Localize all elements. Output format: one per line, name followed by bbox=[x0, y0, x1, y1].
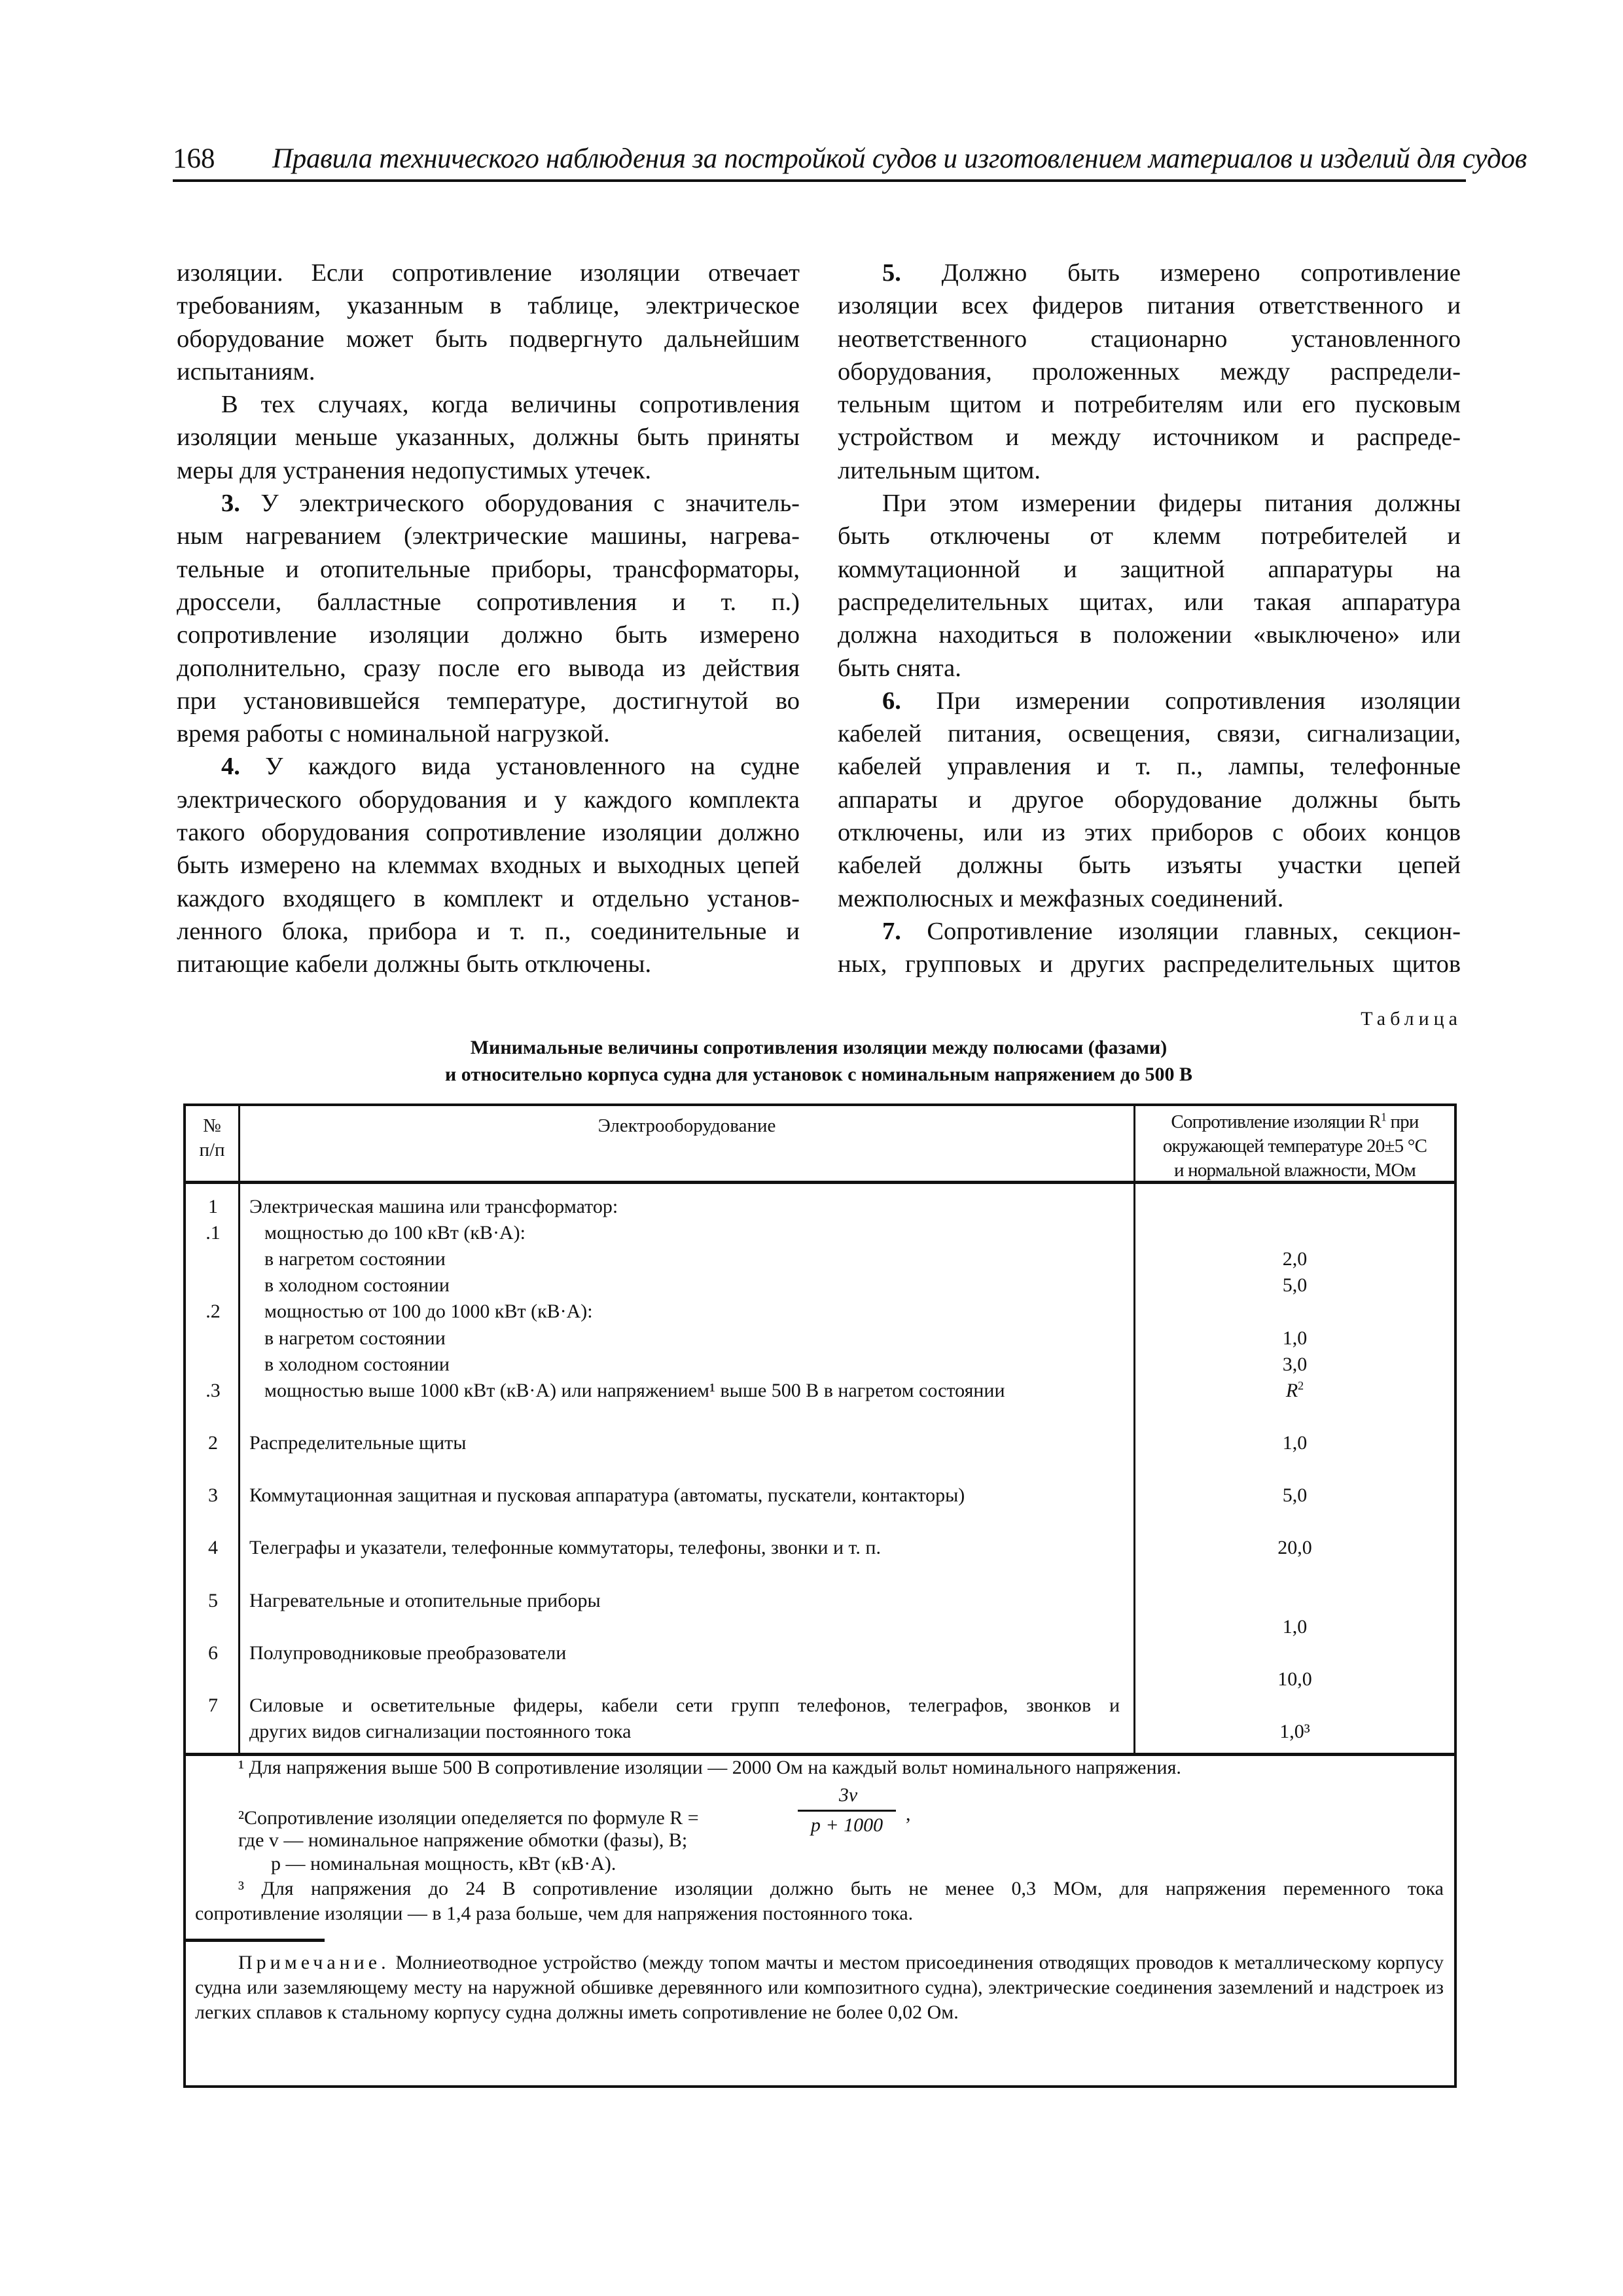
table-line bbox=[186, 1220, 1454, 1246]
text-line bbox=[177, 783, 800, 816]
line-text: при установившейся температуре, достигнутой во bbox=[177, 687, 800, 715]
text-line bbox=[177, 388, 800, 421]
text-line bbox=[177, 323, 800, 355]
formula-numerator: 3v bbox=[838, 1784, 858, 1806]
text-line bbox=[177, 685, 800, 717]
line-text: испытаниям. bbox=[177, 357, 315, 386]
text-line bbox=[177, 816, 800, 849]
line-text: кабелей управления и т. п., лампы, телефонные bbox=[838, 753, 1461, 781]
section-number: 5. bbox=[882, 259, 901, 287]
right-text-column bbox=[838, 257, 1461, 981]
equipment-text: Силовые и осветительные фидеры, кабели сети групп телефонов, телеграфов, звонков и bbox=[249, 1694, 1120, 1716]
paragraph bbox=[838, 685, 1461, 915]
line-text: Сопротивление изоляции главных, секцион- bbox=[901, 917, 1461, 945]
text-line bbox=[838, 717, 1461, 750]
table-title-line-1: Минимальные величины сопротивления изоляции между полюсами (фазами) bbox=[470, 1037, 1168, 1058]
footnote-3-line-1: ³ Для напряжения до 24 В сопротивление изоляции должно быть не менее 0,3 МОм, для напряжения переменного тока bbox=[238, 1878, 1444, 1899]
equipment-text: Распределительные щиты bbox=[249, 1431, 467, 1454]
text-line bbox=[177, 257, 800, 289]
left-text-column bbox=[177, 257, 800, 981]
line-text: оборудования, проложенных между распредели- bbox=[838, 357, 1461, 386]
note-label: Примечание. bbox=[238, 1952, 390, 1973]
item-number: 1 bbox=[208, 1196, 218, 1217]
line-text: отключены, или из этих приборов с обоих концов bbox=[838, 819, 1461, 847]
table-line bbox=[186, 1299, 1454, 1325]
footnote-ref: 2 bbox=[1298, 1378, 1304, 1392]
table-label: Таблица bbox=[1361, 1008, 1462, 1030]
line-text: электрического оборудования и у каждого комплекта bbox=[177, 785, 800, 814]
line-text: распределительных щитах, или такая аппаратура bbox=[838, 588, 1461, 616]
text-line bbox=[838, 257, 1461, 289]
text-line bbox=[838, 586, 1461, 619]
line-text: межполюсных и межфазных соединений. bbox=[838, 884, 1284, 912]
text-line bbox=[177, 586, 800, 619]
line-text: сопротивление изоляции должно быть измерено bbox=[177, 621, 800, 649]
line-text: дроссели, балластные сопротивления и т. п.) bbox=[177, 588, 800, 616]
table-line bbox=[186, 1482, 1454, 1509]
line-text: Должно быть измерено сопротивление bbox=[901, 259, 1461, 287]
text-line bbox=[838, 816, 1461, 849]
table-line bbox=[186, 1640, 1454, 1666]
section-number: 4. bbox=[221, 753, 240, 781]
line-text: время работы с номинальной нагрузкой. bbox=[177, 720, 610, 748]
table-line bbox=[186, 1588, 1454, 1614]
table-line bbox=[186, 1378, 1454, 1404]
equipment-text: Полупроводниковые преобразователи bbox=[249, 1641, 567, 1664]
section-number: 7. bbox=[882, 917, 901, 945]
table-title-line-2: и относительно корпуса судна для установок с номинальным напряжением до 500 В bbox=[444, 1064, 1193, 1085]
equipment-text: мощностью от 100 до 1000 кВт (кВ·А): bbox=[264, 1300, 593, 1323]
line-text: кабелей питания, освещения, связи, сигнализации, bbox=[838, 720, 1461, 748]
header-resistance-line bbox=[1135, 1110, 1454, 1134]
line-text: кабелей должны быть изъяты участки цепей bbox=[838, 852, 1461, 880]
header-equipment: Электрооборудование bbox=[597, 1115, 776, 1136]
table-line bbox=[186, 1509, 1454, 1535]
text-line bbox=[177, 915, 800, 948]
line-text: ных, групповых и других распределительных щитов bbox=[838, 950, 1461, 978]
table-line bbox=[186, 1719, 1454, 1745]
text-line bbox=[838, 882, 1461, 915]
header-resistance bbox=[1135, 1110, 1454, 1183]
header-text: Сопротивление изоляции R bbox=[1171, 1111, 1382, 1132]
text-line bbox=[838, 685, 1461, 717]
line-text: тельные и отопительные приборы, трансформаторы, bbox=[177, 555, 800, 583]
footnote-2-where-p: p — номинальная мощность, кВт (кВ·А). bbox=[271, 1853, 616, 1874]
item-number: 2 bbox=[208, 1431, 218, 1454]
resistance-value bbox=[1135, 1378, 1454, 1404]
line-text: изоляции. Если сопротивление изоляции отвечает bbox=[177, 259, 800, 287]
equipment-text: Электрическая машина или трансформатор: bbox=[249, 1196, 618, 1217]
line-text: У каждого вида установленного на судне bbox=[240, 753, 800, 781]
paragraph bbox=[838, 487, 1461, 685]
table-line bbox=[186, 1693, 1454, 1719]
table-line bbox=[186, 1352, 1454, 1378]
resistance-value: 1,0³ bbox=[1279, 1721, 1310, 1742]
line-text: При измерении сопротивления изоляции bbox=[901, 687, 1461, 715]
equipment-text: Телеграфы и указатели, телефонные коммутаторы, телефоны, звонки и т. п. bbox=[249, 1537, 881, 1559]
text-line bbox=[838, 355, 1461, 388]
header-num-line: п/п bbox=[199, 1139, 225, 1160]
footnote-2-where-v: где v — номинальное напряжение обмотки (фазы), В; bbox=[238, 1829, 688, 1851]
text-line bbox=[177, 717, 800, 750]
text-line bbox=[177, 849, 800, 882]
text-line bbox=[177, 553, 800, 586]
line-text: коммутационной и защитной аппаратуры на bbox=[838, 555, 1461, 583]
item-number: 6 bbox=[208, 1641, 218, 1664]
line-text: изоляции всех фидеров питания ответственного и bbox=[838, 292, 1461, 320]
line-text: изоляции меньше указанных, должны быть приняты bbox=[177, 423, 800, 452]
table-line bbox=[186, 1561, 1454, 1587]
note-separator bbox=[186, 1939, 325, 1942]
equipment-text: мощностью до 100 кВт (кВ·А): bbox=[264, 1222, 526, 1244]
table-note bbox=[195, 1950, 1444, 2025]
line-text: ным нагреванием (электрические машины, нагрева- bbox=[177, 522, 800, 550]
line-text: быть отключены от клемм потребителей и bbox=[838, 522, 1461, 550]
text-line bbox=[177, 948, 800, 980]
line-text: аппараты и другое оборудование должны быть bbox=[838, 785, 1461, 814]
footnote-3-line-2: сопротивление изоляции — в 1,4 раза больше, чем для напряжения постоянного тока. bbox=[195, 1903, 914, 1924]
line-text: такого оборудования сопротивление изоляции должно bbox=[177, 819, 800, 847]
fraction-bar bbox=[798, 1810, 896, 1812]
section-number: 3. bbox=[221, 490, 240, 518]
line-text: В тех случаях, когда величины сопротивления bbox=[221, 391, 800, 419]
item-number: 4 bbox=[208, 1537, 218, 1559]
running-header bbox=[173, 143, 1527, 182]
line-text: При этом измерении фидеры питания должны bbox=[882, 490, 1461, 518]
resistance-value: 10,0 bbox=[1277, 1668, 1312, 1690]
text-line bbox=[838, 520, 1461, 552]
table-line bbox=[186, 1272, 1454, 1299]
text-line bbox=[838, 948, 1461, 980]
footnote-ref: 1 bbox=[1381, 1110, 1386, 1124]
item-number: .1 bbox=[205, 1222, 221, 1244]
line-text: требованиям, указанным в таблице, электрическое bbox=[177, 292, 800, 320]
text-line bbox=[838, 323, 1461, 355]
text-line bbox=[838, 289, 1461, 322]
line-text: лительным щитом. bbox=[838, 456, 1041, 484]
resistance-value: 20,0 bbox=[1277, 1537, 1312, 1559]
paragraph bbox=[838, 257, 1461, 487]
equipment-text: мощностью выше 1000 кВт (кВ·А) или напряжением¹ выше 500 В в нагретом состоянии bbox=[264, 1379, 1005, 1401]
section-number: 6. bbox=[882, 687, 901, 715]
item-number: 5 bbox=[208, 1589, 218, 1611]
paragraph bbox=[177, 750, 800, 980]
resistance-value: 2,0 bbox=[1282, 1248, 1308, 1270]
text-line bbox=[838, 652, 1461, 685]
resistance-value: 1,0 bbox=[1282, 1327, 1308, 1349]
resistance-value: 1,0 bbox=[1282, 1615, 1308, 1638]
text-line bbox=[177, 355, 800, 388]
equipment-text: Нагревательные и отопительные приборы bbox=[249, 1589, 601, 1611]
text-line bbox=[177, 487, 800, 520]
equipment-text: в нагретом состоянии bbox=[264, 1327, 446, 1349]
paragraph bbox=[177, 487, 800, 750]
item-number: .2 bbox=[205, 1300, 221, 1323]
text-line bbox=[177, 619, 800, 651]
table-line bbox=[186, 1194, 1454, 1220]
text-line bbox=[177, 289, 800, 322]
table-line bbox=[186, 1325, 1454, 1352]
line-text: питающие кабели должны быть отключены. bbox=[177, 950, 652, 978]
running-title: Правила технического наблюдения за постройкой судов и изготовлением материалов и изделий для судов bbox=[272, 143, 1527, 174]
resistance-value: 5,0 bbox=[1282, 1274, 1308, 1297]
resistance-table bbox=[183, 1103, 1457, 2088]
paragraph bbox=[177, 257, 800, 388]
line-text: дополнительно, сразу после его вывода из действия bbox=[177, 654, 800, 682]
text-line bbox=[177, 750, 800, 783]
text-line bbox=[177, 882, 800, 915]
line-text: оборудование может быть подвергнуто дальнейшим bbox=[177, 325, 800, 353]
header-resistance-line: и нормальной влажности, МОм bbox=[1173, 1160, 1416, 1181]
text-line bbox=[838, 915, 1461, 948]
table-line bbox=[186, 1430, 1454, 1456]
line-text: меры для устранения недопустимых утечек. bbox=[177, 456, 652, 484]
header-num-line: № bbox=[203, 1115, 221, 1136]
line-text: быть снята. bbox=[838, 654, 961, 682]
formula-denominator: p + 1000 bbox=[810, 1814, 883, 1836]
table-line bbox=[186, 1404, 1454, 1430]
text-line bbox=[177, 454, 800, 487]
equipment-text: других видов сигнализации постоянного тока bbox=[249, 1721, 632, 1742]
line-text: устройством и между источником и распреде- bbox=[838, 423, 1461, 452]
footnote-1: ¹ Для напряжения выше 500 В сопротивление изоляции — 2000 Ом на каждый вольт номинального напряжения. bbox=[238, 1757, 1181, 1778]
text-line bbox=[177, 421, 800, 454]
item-number: 3 bbox=[208, 1484, 218, 1507]
text-line bbox=[838, 454, 1461, 487]
line-text: должна находиться в положении «выключено» или bbox=[838, 621, 1461, 649]
equipment-text: в холодном состоянии bbox=[264, 1353, 450, 1375]
footnote-2: ²Сопротивление изоляции опеделяется по формуле R = bbox=[238, 1807, 699, 1829]
text-line bbox=[838, 553, 1461, 586]
line-text: быть измерено на клеммах входных и выходных цепей bbox=[177, 852, 800, 880]
formula-comma: , bbox=[906, 1803, 911, 1825]
note-text: Молниеотводное устройство (между топом мачты и местом присоединения отводящих проводов к металлическому корпусу судна или заземляющему месту на наружной обшивке деревянного или композитного судна), электрические соединения заземлений и надстроек из легких сплавов к стальному корпусу судна должны иметь сопротивление не более 0,02 Ом. bbox=[195, 1952, 1444, 2023]
table-line bbox=[186, 1456, 1454, 1482]
text-line bbox=[838, 783, 1461, 816]
line-text: каждого входящего в комплект и отдельно установ- bbox=[177, 884, 800, 912]
header-resistance-line: окружающей температуре 20±5 °С bbox=[1162, 1136, 1427, 1157]
resistance-value: 3,0 bbox=[1282, 1353, 1308, 1375]
equipment-text: в нагретом состоянии bbox=[264, 1248, 446, 1270]
table-line bbox=[186, 1614, 1454, 1640]
equipment-text: в холодном состоянии bbox=[264, 1274, 450, 1297]
text-line bbox=[177, 520, 800, 552]
text-line bbox=[838, 750, 1461, 783]
text-line bbox=[838, 487, 1461, 520]
header-text: при bbox=[1386, 1111, 1419, 1132]
paragraph bbox=[838, 915, 1461, 981]
paragraph bbox=[177, 388, 800, 487]
item-number: 7 bbox=[208, 1694, 218, 1716]
line-text: неответственного стационарно установленного bbox=[838, 325, 1461, 353]
text-line bbox=[838, 388, 1461, 421]
text-line bbox=[838, 619, 1461, 651]
resistance-value: 1,0 bbox=[1282, 1431, 1308, 1454]
header-num bbox=[186, 1114, 238, 1162]
value-symbol: R bbox=[1285, 1379, 1298, 1401]
table-line bbox=[186, 1246, 1454, 1272]
text-line bbox=[177, 652, 800, 685]
line-text: тельным щитом и потребителям или его пусковым bbox=[838, 391, 1461, 419]
item-number: .3 bbox=[205, 1379, 221, 1401]
page-number: 168 bbox=[173, 143, 215, 174]
text-line bbox=[838, 849, 1461, 882]
table-line bbox=[186, 1535, 1454, 1561]
resistance-value: 5,0 bbox=[1282, 1484, 1308, 1507]
text-line bbox=[838, 421, 1461, 454]
equipment-text: Коммутационная защитная и пусковая аппаратура (автоматы, пускатели, контакторы) bbox=[249, 1484, 965, 1507]
line-text: ленного блока, прибора и т. п., соединительные и bbox=[177, 917, 800, 945]
line-text: У электрического оборудования с значитель- bbox=[240, 490, 800, 518]
table-line bbox=[186, 1666, 1454, 1693]
